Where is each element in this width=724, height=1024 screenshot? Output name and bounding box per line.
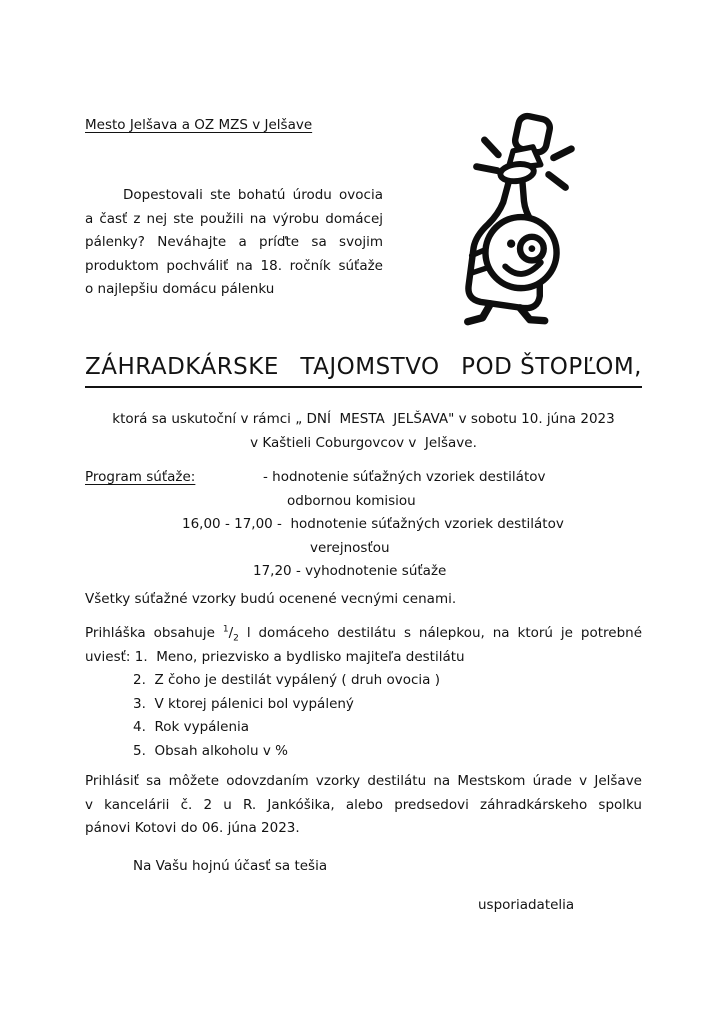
application-item-5: 5. Obsah alkoholu v %	[133, 742, 288, 759]
intro-line: a časť z nej ste použili na výrobu domácej	[85, 210, 383, 227]
program-item-results: 17,20 - vyhodnotenie súťaže	[253, 563, 447, 579]
organizer-text: Mesto Jelšava a OZ MZS v Jelšave	[85, 117, 313, 133]
application-intro-pre: Prihláška obsahuje	[85, 625, 215, 641]
intro-line: produktom pochváliť na 18. ročník súťaže	[85, 257, 383, 274]
event-date-line: ktorá sa uskutoční v rámci „ DNÍ MESTA JELŠAVA" v sobotu 10. júna 2023	[112, 411, 615, 427]
application-item-1: uviesť: 1. Meno, priezvisko a bydlisko majiteľa destilátu	[85, 648, 465, 665]
intro-paragraph	[85, 184, 383, 302]
closing-line: Na Vašu hojnú účasť sa tešia	[133, 858, 328, 874]
program-label: Program súťaže:	[85, 469, 196, 485]
program-item-public-cont: verejnosťou	[310, 539, 390, 556]
submission-paragraph	[85, 770, 642, 841]
program-item-jury-cont: odbornou komisiou	[287, 492, 416, 509]
program-label-wrap	[85, 466, 263, 490]
application-intro-post: l domáceho destilátu s nálepkou, na ktorú je potrebné	[246, 625, 643, 641]
application-item-4: 4. Rok vypálenia	[133, 719, 250, 735]
event-details	[85, 408, 642, 455]
submission-line: Prihlásiť sa môžete odovzdaním vzorky destilátu na Mestskom úrade v Jelšave	[85, 773, 642, 789]
walking-bottle-with-popping-cork-icon	[443, 106, 601, 336]
application-item-2: 2. Z čoho je destilát vypálený ( druh ovocia )	[133, 672, 441, 688]
submission-line: pánovi Kotovi do 06. júna 2023.	[85, 820, 300, 836]
title-segment: POD ŠTOPĽOM,	[461, 354, 642, 380]
application-intro-line	[85, 622, 642, 646]
intro-line: pálenky? Neváhajte a príďte sa svojim	[85, 234, 383, 250]
prizes-note: Všetky súťažné vzorky budú ocenené vecnými cenami.	[85, 591, 457, 607]
program-line-1	[85, 466, 642, 490]
signature: usporiadatelia	[478, 897, 575, 913]
program-section	[85, 466, 642, 584]
title-segment: ZÁHRADKÁRSKE	[85, 354, 279, 380]
submission-line: v kancelárii č. 2 u R. Jankóšika, alebo predsedovi záhradkárskeho spolku	[85, 796, 642, 813]
event-venue-line: v Kaštieli Coburgovcov v Jelšave.	[250, 434, 477, 451]
half-litre-fraction: $^1/_2$	[222, 624, 239, 644]
organizer-header	[85, 114, 485, 138]
program-item-public: 16,00 - 17,00 - hodnotenie súťažných vzoriek destilátov	[182, 516, 564, 532]
intro-line: o najlepšiu domácu pálenku	[85, 281, 275, 297]
title-segment: TAJOMSTVO	[300, 354, 440, 380]
event-title	[85, 354, 642, 388]
program-item-jury: - hodnotenie súťažných vzoriek destilátov	[263, 469, 546, 485]
intro-line: Dopestovali ste bohatú úrodu ovocia	[123, 187, 383, 203]
application-section	[85, 622, 642, 763]
application-item-3: 3. V ktorej pálenici bol vypálený	[133, 695, 354, 712]
